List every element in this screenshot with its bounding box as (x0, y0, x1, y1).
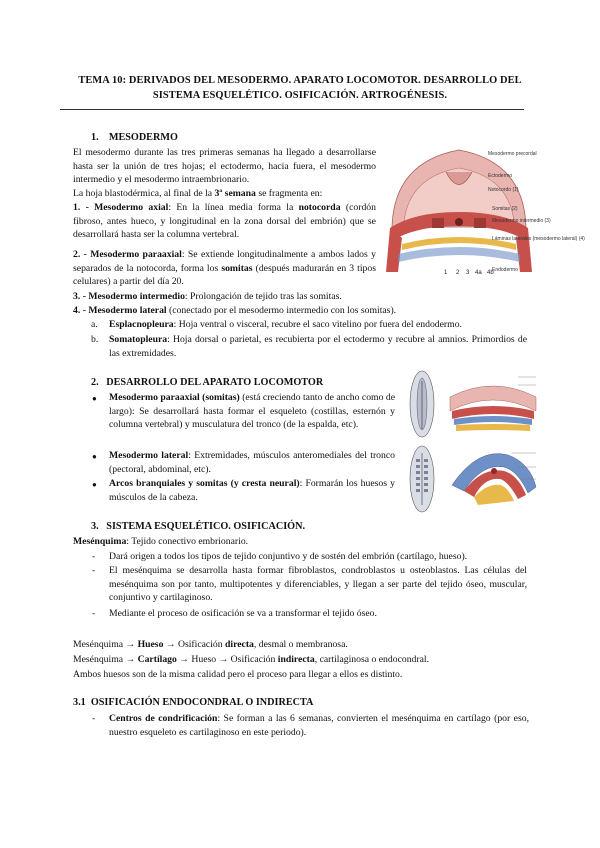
indirect-line-part-c: → Hueso → Osificación (176, 654, 278, 665)
direct-line-part-e: , desmal o membranosa. (253, 639, 348, 650)
section-2-number: 2. (91, 377, 99, 388)
fig1-label-lateral: Láminas laterales (mesodermo lateral) (4) (492, 236, 585, 242)
fig1-label-notochord: Notocordo (1) (488, 187, 519, 193)
direct-line-part-a: Mesénquima → (73, 639, 138, 650)
branchial-label: Arcos branquiales y somitas (y cresta neural) (109, 478, 300, 489)
chondrification-centers-item (109, 712, 529, 739)
splanchnopleure-item (109, 318, 529, 332)
section-2-title: DESARROLLO DEL APARATO LOCOMOTOR (106, 377, 324, 388)
item-b-marker: b. (91, 334, 99, 345)
mesenchyme-definition (73, 535, 493, 549)
item-a-marker: a. (91, 319, 98, 330)
axial-mesoderm-label: 1. - Mesodermo axial (73, 202, 169, 213)
somite-development-figure (408, 367, 540, 515)
section-2-heading (91, 377, 323, 388)
direct-line-part-c: → Osificación (163, 639, 226, 650)
fig1-num-3: 3 (466, 270, 470, 276)
indirect-line-part-e: , cartilaginosa o endocondral. (314, 654, 430, 665)
fig1-num-4a: 4a (475, 270, 482, 276)
direct-bold: directa (225, 639, 254, 650)
title-line-2: SISTEMA ESQUELÉTICO. OSIFICACIÓN. ARTROGÉNESIS. (152, 89, 448, 101)
intermediate-mesoderm-text: : Prolongación de tejido tras las somitas. (184, 291, 342, 302)
lateral-label: Mesodermo lateral (109, 450, 189, 461)
embryo-dorsal-view-bottom (410, 446, 434, 512)
third-week-bold: 3ª semana (214, 188, 256, 199)
direct-ossification-line (73, 638, 533, 652)
paraxial-mesoderm-text-end: (después madurarán en 3 tipos celulares) a partir del día 20. (73, 262, 376, 288)
mesenchyme-text: : Tejido conectivo embrionario. (126, 536, 249, 547)
axial-mesoderm-item (73, 201, 376, 242)
title-divider (60, 109, 524, 110)
section-3-1-title: OSIFICACIÓN ENDOCONDRAL O INDIRECTA (90, 697, 314, 708)
blastoderm-text-end: se fragmenta en: (255, 188, 323, 199)
bone-bold: Hueso (137, 639, 164, 650)
bullet-paraxial (109, 391, 395, 432)
mesenchyme-label: Mesénquima (73, 536, 127, 547)
title-line-1: TEMA 10: DERIVADOS DEL MESODERMO. APARATO LOCOMOTOR. DESARROLLO DEL (78, 75, 522, 86)
section-3-number: 3. (91, 521, 99, 532)
mesenchyme-point-1: - Dará origen a todos los tipos de tejido conjuntivo y de sostén del embrión (cartílago, hueso). (109, 550, 527, 564)
indirect-line-part-a: Mesénquima → (73, 654, 138, 665)
left-somite (432, 218, 444, 228)
blastoderm-paragraph (73, 187, 376, 201)
same-quality-note: Ambos huesos son de la misma calidad pero el proceso para llegar a ellos es distinto. (73, 669, 403, 680)
indirect-ossification-line (73, 653, 533, 667)
paraxial-mesoderm-item (73, 248, 376, 289)
right-somite (474, 218, 486, 228)
document-title (60, 74, 540, 103)
section-3-1-heading (73, 697, 313, 708)
somites-bold: somitas (221, 262, 253, 274)
branchial-text: : Formarán los huesos y músculos de la cabeza. (109, 478, 396, 503)
section-1-number: 1. (91, 132, 99, 143)
bullet-branchial (109, 477, 395, 504)
splanchnopleure-label: Esplacnopleura (109, 319, 174, 330)
fig1-num-2: 2 (456, 270, 460, 276)
fig1-num-1: 1 (444, 270, 448, 276)
paraxial-somites-text: (está creciendo tanto de ancho como de largo): Se desarrollará hasta formar el esqueleto (costillas, esternón y columna vertebral) y musculatura del tronco (de la espalda, etc). (109, 392, 395, 431)
section-1-heading (91, 132, 178, 143)
axial-mesoderm-text-end: (cordón fibroso, antes hueco, y longitudinal en la zona dorsal del embrión) que se desarrollará hasta ser la columna vertebral. (73, 202, 376, 241)
section-3-heading (91, 521, 305, 532)
lateral-mesoderm-text: (conectado por el mesodermo intermedio con los somitas). (166, 305, 397, 316)
mesenchyme-point-2: - El mesénquima se desarrolla hasta formar fibroblastos, condroblastos u osteoblastos. Las células del mesénquima son por tanto, multipotentes y diferenciables, y llegan a ser parte del tejido óseo, muscular, conjuntivo y cartilaginoso. (109, 564, 527, 605)
chondrification-label: Centros de condrificación (109, 713, 218, 724)
section-3-1-number: 3.1 (73, 697, 86, 708)
splanchnopleure-text: : Hoja ventral o visceral, recubre el saco vitelino por fuera del endodermo. (173, 319, 462, 330)
fig1-label-somites: Somitas (2) (492, 206, 518, 212)
lateral-text: : Extremidades, músculos anteromediales del tronco (pectoral, abdominal, etc). (109, 450, 395, 475)
cartilage-bold: Cartílago (137, 654, 177, 665)
mesenchyme-point-3: - Mediante el proceso de osificación se va a transformar el tejido óseo. (109, 607, 527, 621)
indirect-bold: indirecta (277, 654, 315, 665)
fig1-num-4b: 4b (487, 270, 494, 276)
intermediate-mesoderm-label: 3. - Mesodermo intermedio (73, 291, 185, 302)
blastoderm-text: La hoja blastodérmica, al final de la (73, 188, 215, 199)
lateral-mesoderm-item (73, 304, 493, 318)
somatopleure-item (109, 333, 527, 360)
mesoderm-cross-section-figure (384, 142, 585, 279)
bullet-lateral (109, 449, 395, 476)
chondrification-text: : Se forman a las 6 semanas, convierten el mesénquima en cartílago (por eso, nuestro esqueleto es cartilaginoso en este periodo). (109, 713, 530, 738)
notochord (455, 218, 463, 226)
notochord-bold: notocorda (298, 202, 341, 213)
paraxial-mesoderm-text: : Se extiende longitudinalmente a ambos lados y separados de la notocorda, forma los (73, 249, 376, 274)
section-view-top (444, 370, 538, 440)
axial-mesoderm-text: : En la línea media forma la (168, 202, 299, 213)
paraxial-somites-label: Mesodermo paraaxial (somitas) (109, 392, 240, 403)
section-3-title: SISTEMA ESQUELÉTICO. OSIFICACIÓN. (106, 521, 305, 532)
fig1-label-precordal: Mesodermo precordal (488, 151, 537, 157)
paraxial-mesoderm-label: 2. - Mesodermo paraaxial (73, 249, 182, 260)
fig1-label-ectoderm: Ectodermo (488, 173, 513, 179)
somatopleure-text: : Hoja dorsal o parietal, es recubierta por el ectodermo y recubre al amnios. Primordios de las extremidades. (109, 334, 527, 359)
section-1-title: MESODERMO (108, 132, 178, 143)
somatopleure-label: Somatopleura (109, 334, 168, 345)
section-1-intro: El mesodermo durante las tres primeras semanas ha llegado a desarrollarse hasta ser la unión de tres hojas; el ectodermo, hacia fuera, el mesodermo intermedio y el mesodermo intraembrionario. (73, 147, 376, 186)
embryo-dorsal-view-top (410, 371, 434, 437)
fig1-label-intermediate: Mesodermo intermedio (3) (492, 218, 551, 224)
intermediate-mesoderm-item (73, 290, 403, 304)
lateral-mesoderm-label: 4. - Mesodermo lateral (73, 305, 167, 316)
fig1-label-endoderm: Endodermo (492, 267, 518, 273)
